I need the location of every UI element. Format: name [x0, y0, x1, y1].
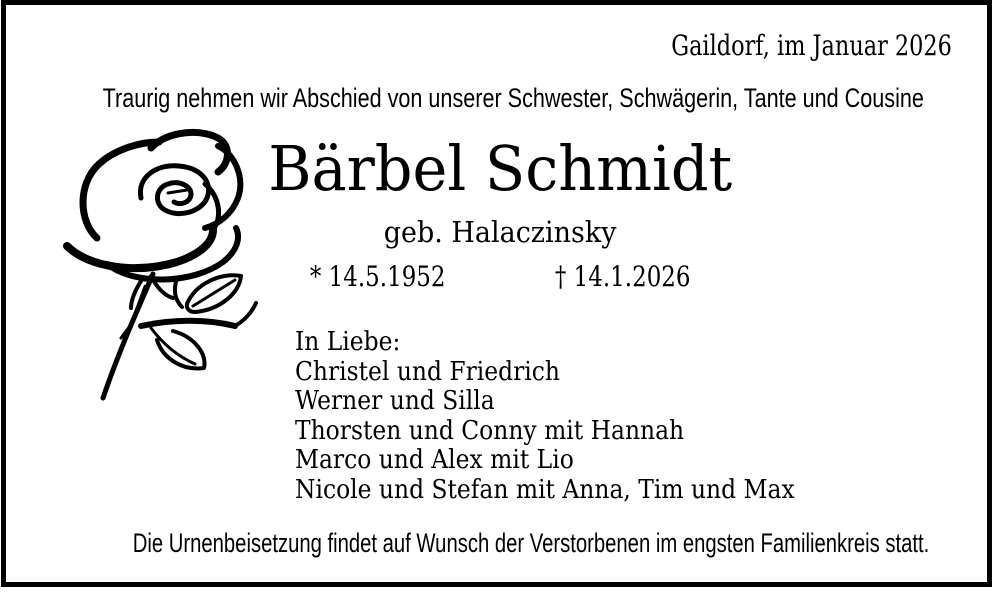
death-date: † 14.1.2026: [554, 260, 691, 293]
mourners-block: [295, 328, 795, 505]
life-dates: [0, 260, 1000, 293]
deceased-name-text: Bärbel Schmidt: [267, 132, 733, 205]
birth-date: * 14.5.1952: [309, 260, 446, 293]
mourner-line: Nicole und Stefan mit Anna, Tim und Max: [295, 474, 795, 505]
intro-line: [0, 83, 1000, 114]
dateline-text: Gaildorf, im Januar 2026: [671, 29, 952, 62]
mourner-line: Marco und Alex mit Lio: [295, 445, 574, 475]
mourner-line: Christel und Friedrich: [295, 356, 560, 387]
intro-text: Traurig nehmen wir Abschied von unserer Schwester, Schwägerin, Tante und Cousine: [102, 83, 924, 113]
birth-name-text: geb. Halaczinsky: [383, 215, 617, 249]
mourner-line: Thorsten und Conny mit Hannah: [295, 415, 685, 446]
mourners-heading: In Liebe:: [295, 327, 401, 357]
dateline: [601, 29, 952, 62]
footer-text: Die Urnenbeisetzung findet auf Wunsch der Verstorbenen im engsten Familienkreis statt.: [132, 528, 930, 558]
birth-name: [0, 215, 1000, 249]
deceased-name: [0, 132, 1000, 205]
footer-line: [0, 528, 1000, 559]
mourner-line: Werner und Silla: [295, 386, 495, 416]
